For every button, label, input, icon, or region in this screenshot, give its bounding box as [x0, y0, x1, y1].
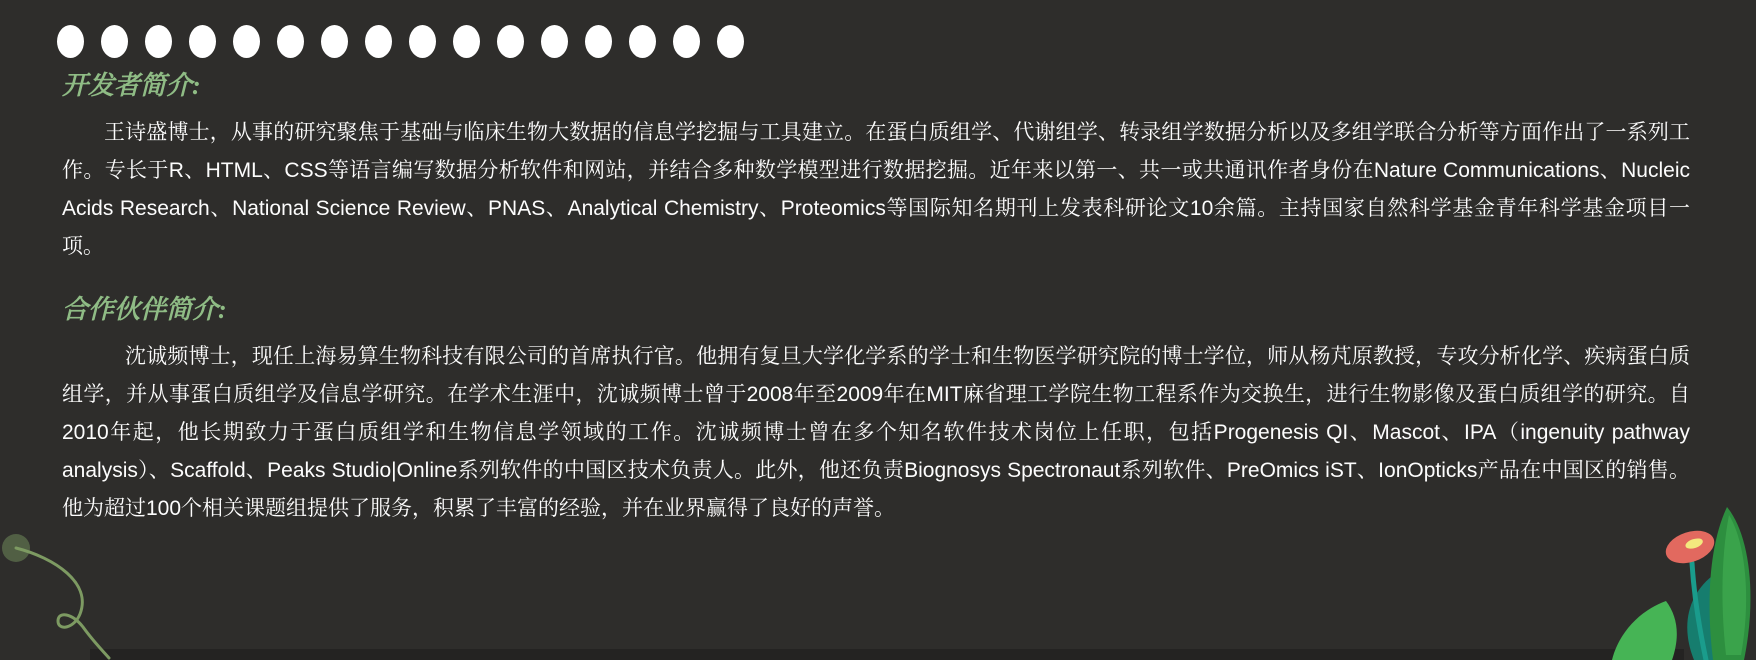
- binding-dot: [497, 25, 524, 58]
- flower-stem: [1692, 563, 1706, 660]
- binding-dot: [233, 25, 260, 58]
- right-leaf-highlight: [1722, 515, 1746, 655]
- binding-dots-row: [57, 25, 744, 58]
- developer-section-heading: 开发者简介:: [62, 71, 201, 100]
- binding-dot: [673, 25, 700, 58]
- binding-dot: [541, 25, 568, 58]
- partner-section-body: 沈诚频博士，现任上海易算生物科技有限公司的首席执行官。他拥有复旦大学化学系的学士和生物医学研究院的博士学位，师从杨芃原教授，专攻分析化学、疾病蛋白质组学，并从事蛋白质组学及信息学研究。在学术生涯中，沈诚频博士曾于2008年至2009年在MIT麻省理工学院生物工程系作为交换生，进行生物影像及蛋白质组学的研究。自2010年起，他长期致力于蛋白质组学和生物信息学领域的工作。沈诚频博士曾在多个知名软件技术岗位上任职，包括Progenesis QI、Mascot、IPA（ingenuity pathway analysis）、Scaffold、Peaks Studio|Online系列软件的中国区技术负责人。此外，他还负责Biognosys Spectronaut系列软件、PreOmics iST、IonOpticks产品在中国区的销售。他为超过100个相关课题组提供了服务，积累了丰富的经验，并在业界赢得了良好的声誉。: [62, 345, 1690, 520]
- developer-section-body: 王诗盛博士，从事的研究聚焦于基础与临床生物大数据的信息学挖掘与工具建立。在蛋白质组学、代谢组学、转录组学数据分析以及多组学联合分析等方面作出了一系列工作。专长于R、HTML、CSS等语言编写数据分析软件和网站，并结合多种数学模型进行数据挖掘。近年来以第一、共一或共通讯作者身份在Nature Communications、Nucleic Acids Research、National Science Review、PNAS、Analytical Chemistry、Proteomics等国际知名期刊上发表科研论文10余篇。主持国家自然科学基金青年科学基金项目一项。: [62, 121, 1690, 258]
- vine-curl-path: [16, 548, 109, 658]
- binding-dot: [57, 25, 84, 58]
- binding-dot: [101, 25, 128, 58]
- partner-section-heading: 合作伙伴简介:: [62, 295, 227, 324]
- binding-dot: [409, 25, 436, 58]
- binding-dot: [365, 25, 392, 58]
- binding-dot: [585, 25, 612, 58]
- binding-dot: [321, 25, 348, 58]
- binding-dot: [717, 25, 744, 58]
- binding-dot: [277, 25, 304, 58]
- bottom-edge-shadow: [90, 649, 1684, 660]
- back-leaf-shape: [1687, 573, 1724, 660]
- section-spacer: [62, 286, 1690, 294]
- right-leaf-shape: [1710, 507, 1751, 660]
- vine-node-dot: [2, 534, 30, 562]
- binding-dot: [629, 25, 656, 58]
- binding-dot: [453, 25, 480, 58]
- slide-content: [62, 70, 1690, 548]
- binding-dot: [145, 25, 172, 58]
- binding-dot: [189, 25, 216, 58]
